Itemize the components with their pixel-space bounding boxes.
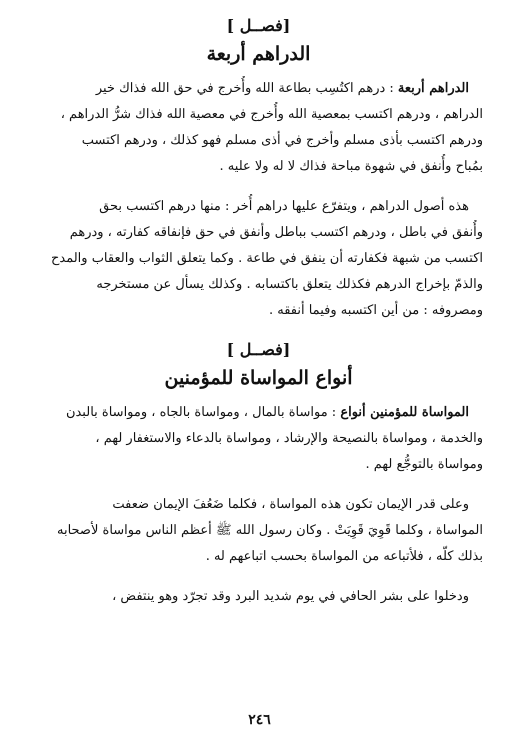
- text-line: المواساة للمؤمنين أنواع : مواساة بالمال ، ومواساة بالجاه ، ومواساة بالبدن: [65, 405, 469, 420]
- paragraph: [34, 400, 483, 478]
- text-line: ومواساة بالتوجُّع لهم .: [365, 457, 483, 472]
- paragraph: [34, 194, 483, 324]
- text-line: ومصروفه : من أين اكتسبه وفيما أنفقه .: [268, 303, 483, 318]
- text-line: الدراهم ، ودرهم اكتسب بمعصية الله وأُخرج في معصية الله فذاك شرُّ الدراهم ،: [60, 107, 483, 122]
- text-line: بذلك كلّه ، فلأتباعه من المواساة بحسب اتباعهم له .: [205, 549, 483, 564]
- paragraph: [34, 76, 483, 180]
- section-title: الدراهم أربعة: [206, 43, 311, 65]
- section-heading: [فصــل ]: [226, 340, 291, 359]
- text-line: ودخلوا على بشر الحافي في يوم شديد البرد وقد تجرّد وهو ينتفض ،: [112, 589, 469, 604]
- text-line: والخدمة ، ومواساة بالنصيحة والإرشاد ، ومواساة بالدعاء والاستغفار لهم ،: [95, 431, 483, 446]
- page-number: ٢٤٦: [248, 712, 271, 728]
- text-line: وعلى قدر الإيمان تكون هذه المواساة ، فكلما ضَعُفَ الإيمان ضعفت: [112, 497, 469, 512]
- section-title: أنواع المواساة للمؤمنين: [164, 367, 353, 389]
- text-line: هذه أصول الدراهم ، ويتفرّع عليها دراهم أُخر : منها درهم اكتسب بحق: [99, 199, 469, 214]
- lead-phrase: المواساة للمؤمنين أنواع: [340, 405, 469, 420]
- lead-phrase: الدراهم أربعة: [397, 81, 469, 96]
- section-heading: [فصــل ]: [226, 16, 291, 35]
- text-line: والذمّ بإخراج الدرهم فكذلك يتعلق باكتسابه . وكذلك يسأل عن مستخرجه: [96, 277, 483, 292]
- text-line: اكتسب من شبهة فكفارته أن ينفق في طاعة . وكما يتعلق الثواب والعقاب والمدح: [50, 251, 483, 266]
- paragraph: [34, 584, 483, 610]
- text-line: وأُنفق في باطل ، ودرهم اكتسب بباطل وأنفق في حق فإنفاقه كفارته ، ودرهم: [69, 225, 483, 240]
- text-line: ودرهم اكتسب بأذى مسلم وأخرج في أذى مسلم فهو كذلك ، ودرهم اكتسب: [81, 133, 483, 148]
- text-line: المواساة ، وكلما قَوِيَ قَوِيَتْ . وكان رسول الله ﷺ أعظم الناس مواساة لأصحابه: [56, 523, 483, 538]
- section-one: [34, 14, 483, 324]
- text-line: بمُباح وأُنفق في شهوة مباحة فذاك لا له ولا عليه .: [219, 159, 483, 174]
- section-two: [34, 338, 483, 610]
- paragraph: [34, 492, 483, 570]
- text-line: الدراهم أربعة : درهم اكتُسِب بطاعة الله وأُخرج في حق الله فذاك خير: [95, 81, 469, 96]
